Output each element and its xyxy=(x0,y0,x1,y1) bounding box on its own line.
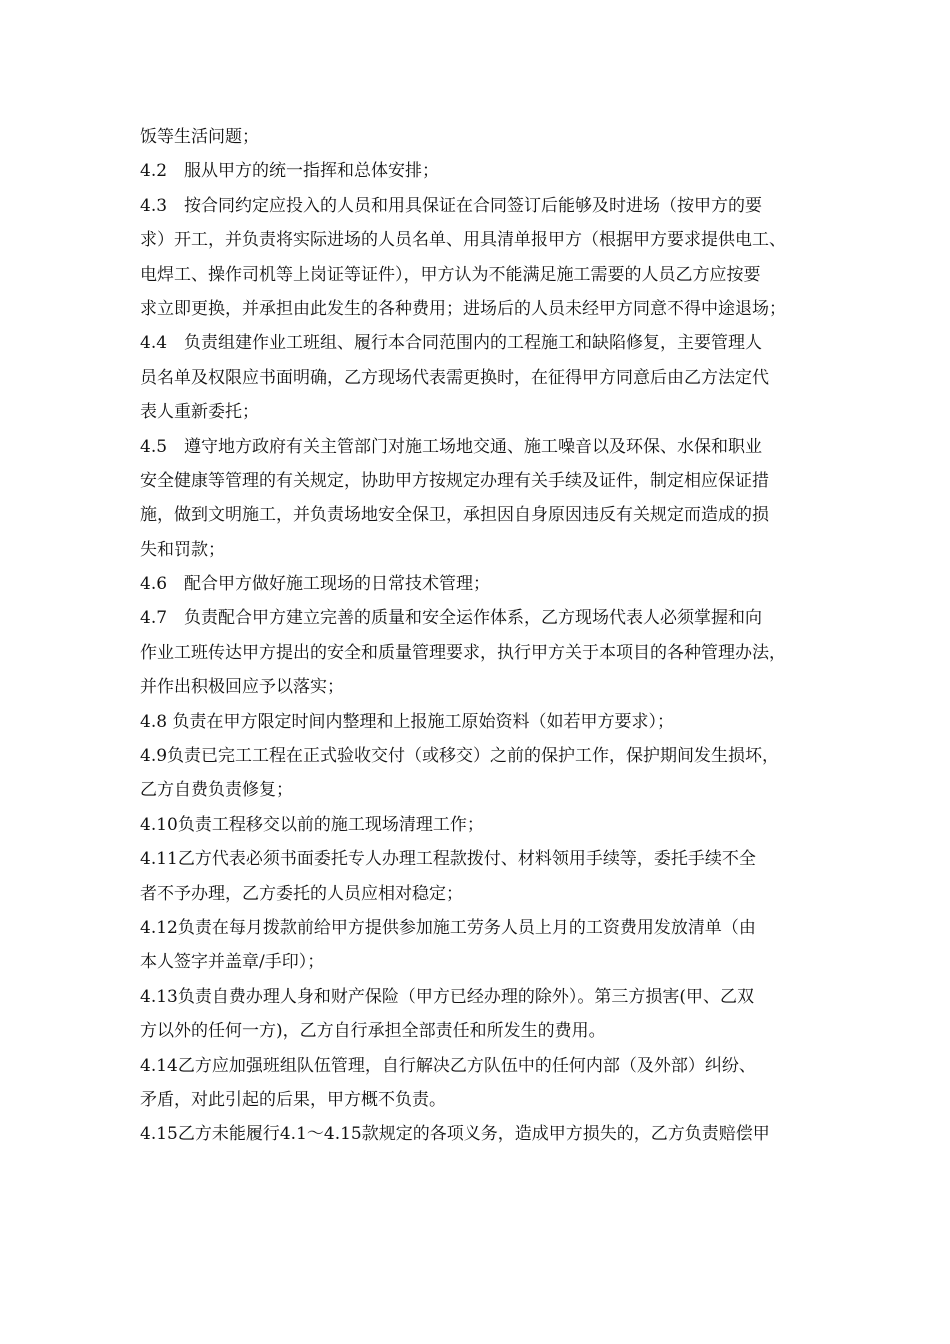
text-line: 4.11乙方代表必须书面委托专人办理工程款拨付、材料领用手续等，委托手续不全 xyxy=(140,849,756,870)
text-line: 4.15乙方未能履行4.1～4.15款规定的各项义务，造成甲方损失的，乙方负责赔偿甲 xyxy=(140,1124,770,1145)
text-line: 施，做到文明施工，并负责场地安全保卫，承担因自身原因违反有关规定而造成的损 xyxy=(140,505,769,526)
text-line: 本人签字并盖章/手印）； xyxy=(140,952,325,973)
text-line: 4.5 遵守地方政府有关主管部门对施工场地交通、施工噪音以及环保、水保和职业 xyxy=(140,436,763,457)
text-line: 4.14乙方应加强班组队伍管理，自行解决乙方队伍中的任何内部（及外部）纠纷、 xyxy=(140,1055,756,1076)
text-line: 作业工班传达甲方提出的安全和质量管理要求，执行甲方关于本项目的各种管理办法， xyxy=(140,642,786,663)
text-line: 方以外的任何一方)，乙方自行承担全部责任和所发生的费用。 xyxy=(140,1021,606,1042)
document-page xyxy=(140,120,860,1152)
text-line: 表人重新委托； xyxy=(140,402,259,423)
text-line: 乙方自费负责修复； xyxy=(140,780,293,801)
text-line: 4.7 负责配合甲方建立完善的质量和安全运作体系，乙方现场代表人必须掌握和向 xyxy=(140,608,763,629)
text-line: 4.2 服从甲方的统一指挥和总体安排； xyxy=(140,161,440,182)
text-line: 并作出积极回应予以落实； xyxy=(140,677,344,698)
text-line: 4.12负责在每月拨款前给甲方提供参加施工劳务人员上月的工资费用发放清单（由 xyxy=(140,917,756,938)
text-line: 失和罚款； xyxy=(140,539,225,560)
text-line: 4.13负责自费办理人身和财产保险（甲方已经办理的除外）。第三方损害(甲、乙双 xyxy=(140,986,754,1007)
text-line: 电焊工、操作司机等上岗证等证件），甲方认为不能满足施工需要的人员乙方应按要 xyxy=(140,264,761,285)
text-line: 4.10负责工程移交以前的施工现场清理工作； xyxy=(140,814,484,835)
text-line: 4.4 负责组建作业工班组、履行本合同范围内的工程施工和缺陷修复，主要管理人 xyxy=(140,333,763,354)
text-line: 求）开工，并负责将实际进场的人员名单、用具清单报甲方（根据甲方要求提供电工、 xyxy=(140,230,786,251)
text-line: 4.3 按合同约定应投入的人员和用具保证在合同签订后能够及时进场（按甲方的要 xyxy=(140,195,763,216)
text-line: 矛盾，对此引起的后果，甲方概不负责。 xyxy=(140,1089,446,1110)
text-line: 4.9负责已完工工程在正式验收交付（或移交）之前的保护工作，保护期间发生损坏， xyxy=(140,746,780,767)
text-line: 饭等生活问题； xyxy=(140,127,259,147)
text-line: 求立即更换，并承担由此发生的各种费用；进场后的人员未经甲方同意不得中途退场； xyxy=(140,298,786,319)
text-line: 4.8 负责在甲方限定时间内整理和上报施工原始资料（如若甲方要求）； xyxy=(140,711,674,732)
text-line: 安全健康等管理的有关规定，协助甲方按规定办理有关手续及证件，制定相应保证措 xyxy=(140,470,769,491)
text-line: 4.6 配合甲方做好施工现场的日常技术管理； xyxy=(140,574,491,595)
text-line: 者不予办理，乙方委托的人员应相对稳定； xyxy=(140,883,463,904)
text-line: 员名单及权限应书面明确，乙方现场代表需更换时，在征得甲方同意后由乙方法定代 xyxy=(140,367,769,388)
